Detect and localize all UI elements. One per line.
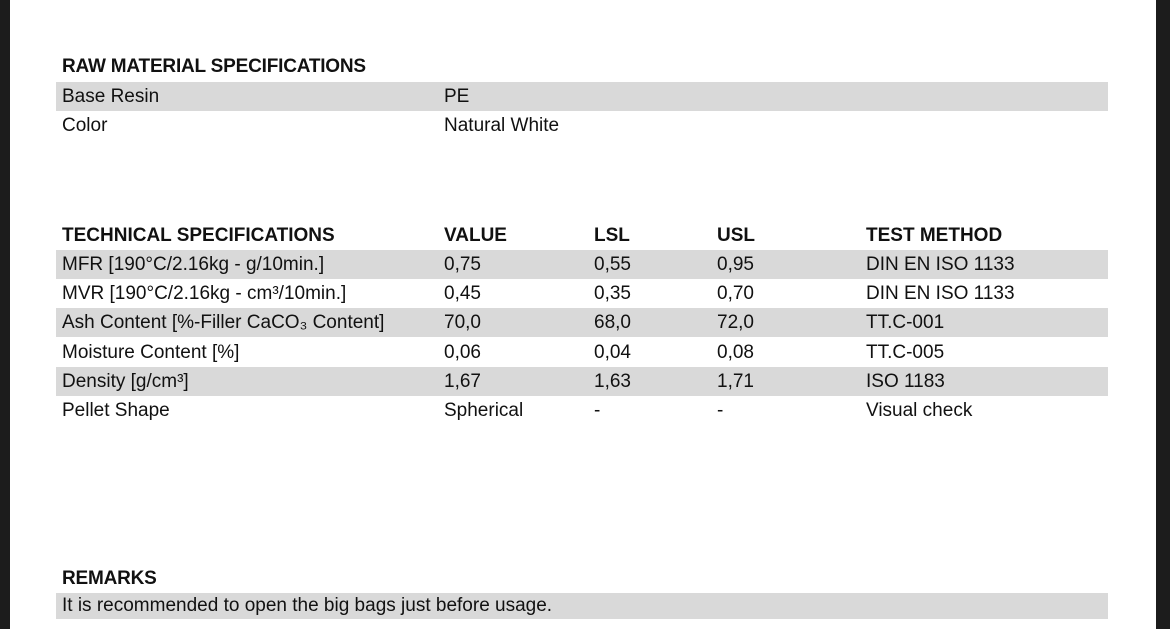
raw-material-label: Color bbox=[62, 115, 108, 136]
technical-row bbox=[56, 338, 1108, 367]
technical-spec-header: TECHNICAL SPECIFICATIONS bbox=[62, 225, 335, 246]
spec-name: Pellet Shape bbox=[62, 400, 170, 421]
spec-lsl: 1,63 bbox=[594, 371, 631, 392]
spec-test-method: ISO 1183 bbox=[866, 371, 945, 392]
spec-usl: - bbox=[717, 400, 724, 421]
spec-value: Spherical bbox=[444, 400, 524, 421]
spec-usl: 72,0 bbox=[717, 312, 754, 333]
spec-lsl: 0,55 bbox=[594, 254, 631, 275]
technical-row bbox=[56, 367, 1108, 396]
spec-name: MFR [190°C/2.16kg - g/10min.] bbox=[62, 254, 325, 275]
raw-material-value: Natural White bbox=[444, 115, 560, 136]
remarks-title: REMARKS bbox=[62, 568, 157, 589]
technical-row bbox=[56, 250, 1108, 279]
spec-value: 0,45 bbox=[444, 283, 481, 304]
spec-test-method: TT.C-005 bbox=[866, 342, 945, 363]
remarks-text: It is recommended to open the big bags just before usage. bbox=[62, 595, 553, 616]
remarks-row bbox=[56, 593, 1108, 619]
spec-name: MVR [190°C/2.16kg - cm³/10min.] bbox=[62, 283, 347, 304]
test-method-header: TEST METHOD bbox=[866, 225, 1003, 246]
lsl-header: LSL bbox=[594, 225, 630, 246]
spec-usl: 0,08 bbox=[717, 342, 754, 363]
raw-material-title: RAW MATERIAL SPECIFICATIONS bbox=[62, 56, 366, 77]
technical-row bbox=[56, 308, 1108, 337]
spec-value: 0,75 bbox=[444, 254, 481, 275]
raw-material-row bbox=[56, 111, 1108, 140]
spec-name: Ash Content [%-Filler CaCO₃ Content] bbox=[62, 312, 385, 333]
spec-lsl: 0,04 bbox=[594, 342, 631, 363]
spec-value: 0,06 bbox=[444, 342, 481, 363]
spec-test-method: DIN EN ISO 1133 bbox=[866, 283, 1015, 304]
spec-test-method: Visual check bbox=[866, 400, 973, 421]
spec-lsl: 0,35 bbox=[594, 283, 631, 304]
spec-usl: 0,95 bbox=[717, 254, 754, 275]
raw-material-row bbox=[56, 82, 1108, 111]
spec-usl: 0,70 bbox=[717, 283, 754, 304]
spec-name: Density [g/cm³] bbox=[62, 371, 189, 392]
spec-value: 1,67 bbox=[444, 371, 481, 392]
usl-header: USL bbox=[717, 225, 755, 246]
document-page bbox=[10, 0, 1156, 629]
technical-row bbox=[56, 279, 1108, 308]
spec-test-method: TT.C-001 bbox=[866, 312, 945, 333]
spec-name: Moisture Content [%] bbox=[62, 342, 240, 363]
spec-test-method: DIN EN ISO 1133 bbox=[866, 254, 1015, 275]
spec-lsl: 68,0 bbox=[594, 312, 631, 333]
spec-lsl: - bbox=[594, 400, 601, 421]
raw-material-label: Base Resin bbox=[62, 86, 160, 107]
spec-usl: 1,71 bbox=[717, 371, 754, 392]
raw-material-value: PE bbox=[444, 86, 470, 107]
technical-header-row bbox=[56, 221, 1108, 250]
technical-row bbox=[56, 396, 1108, 425]
spec-value: 70,0 bbox=[444, 312, 481, 333]
value-header: VALUE bbox=[444, 225, 507, 246]
